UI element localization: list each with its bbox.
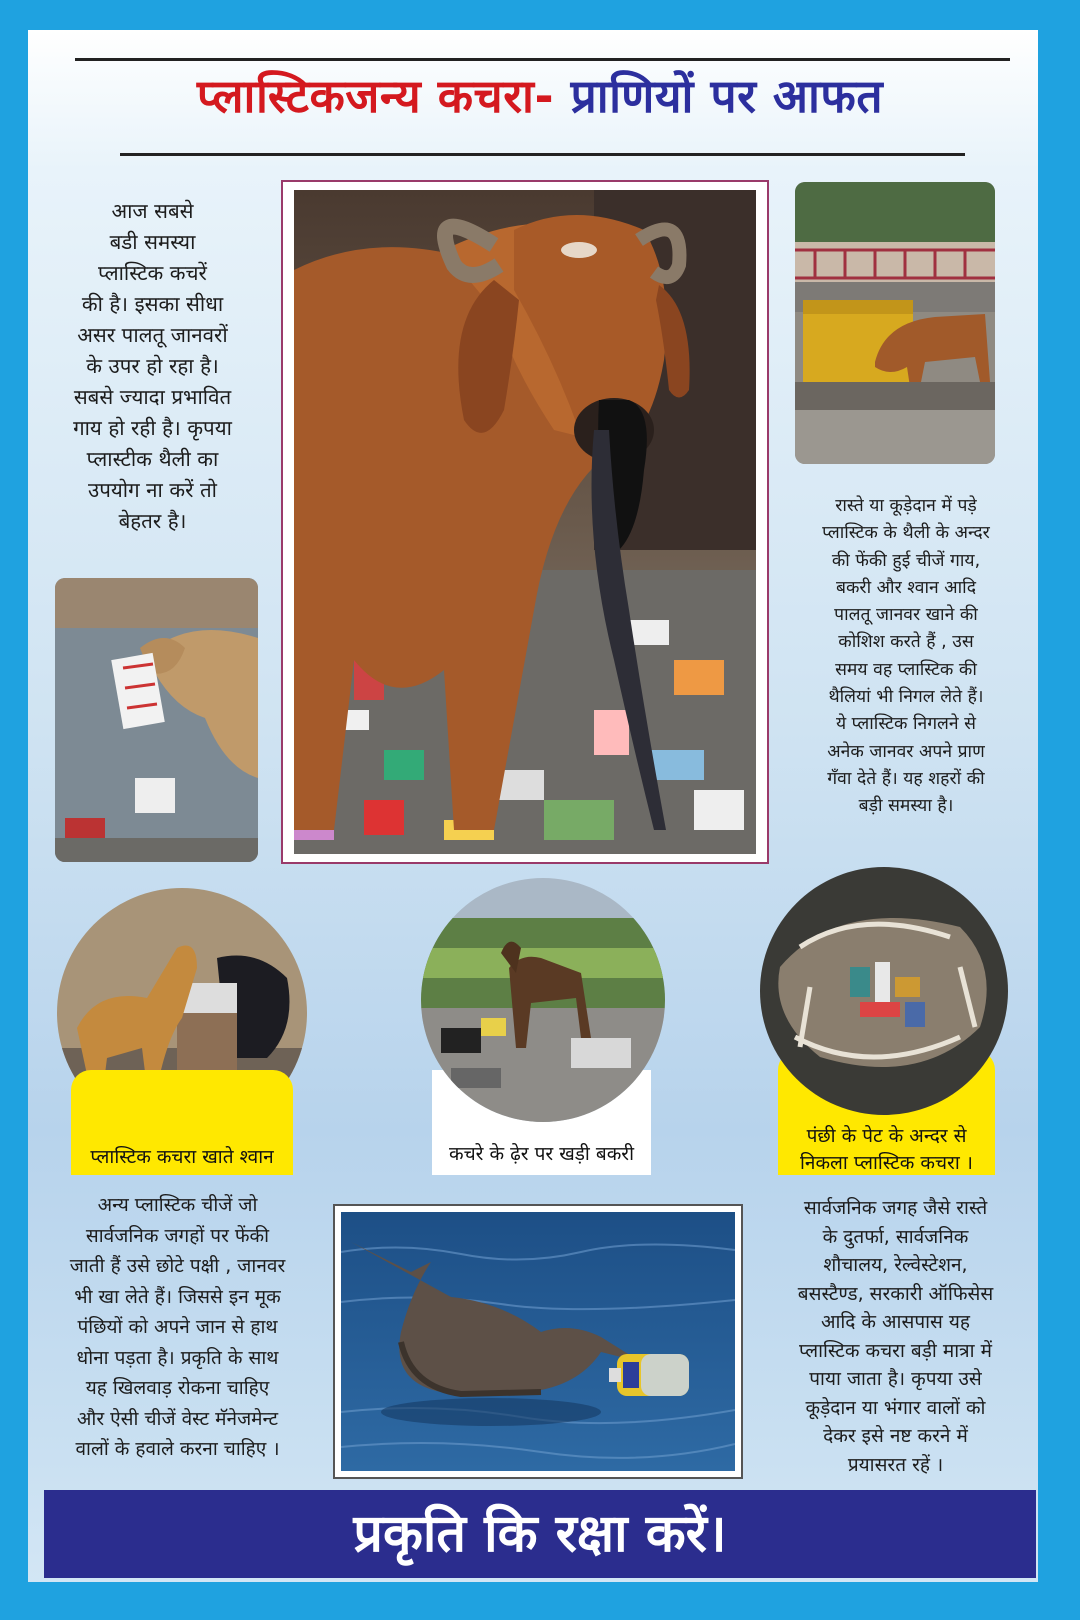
dog-caption: प्लास्टिक कचरा खाते श्वान xyxy=(90,1146,274,1168)
page-title xyxy=(0,64,1080,126)
title-rule-bottom xyxy=(120,153,965,156)
bottom-right-paragraph: सार्वजनिक जगह जैसे रास्ते के दुतर्फा, सार्वजनिक शौचालय, रेल्वेस्टेशन, बसस्टैण्ड, सरकारी ऑफिसेस आदि के आसपास यह प्लास्टिक कचरा बड़ी मात्रा में पाया जाता है। कृपया उसे कूड़ेदान या भंगार वालों को देकर इसे नष्ट करने में प्रयासरत रहें । xyxy=(797,1197,994,1476)
seabird-with-bottle-photo xyxy=(341,1212,735,1471)
bird-caption: पंछी के पेट के अन्दर से निकला प्लास्टिक कचरा । xyxy=(799,1125,973,1174)
footer-banner: प्रकृति कि रक्षा करें। xyxy=(44,1490,1036,1578)
bottom-left-paragraph: अन्य प्लास्टिक चीजें जो सार्वजनिक जगहों पर फेंकी जाती हैं उसे छोटे पक्षी , जानवर भी खा लेते हैं। जिससे इन मूक पंछियों को अपने जान से हाथ धोना पड़ता है। प्रकृति के साथ यह खिलवाड़ रोकना चाहिए और ऐसी चीजें वेस्ट मॅनेजमेन्ट वालों के हवाले करना चाहिए । xyxy=(69,1194,286,1460)
title-rule-top xyxy=(75,58,1010,61)
goat-caption: कचरे के ढ़ेर पर खड़ी बकरी xyxy=(448,1143,634,1165)
left-paragraph: आज सबसे बडी समस्या प्लास्टिक कचरें की है। इसका सीधा असर पालतू जानवरों के उपर हो रहा है। सबसे ज्यादा प्रभावित गाय हो रही है। कृपया प्लास्टीक थैली का उपयोग ना करें तो बेहतर है। xyxy=(73,199,232,533)
goat-on-garbage-photo xyxy=(421,878,665,1122)
cow-eating-plastic-photo xyxy=(294,190,756,854)
dead-bird-plastic-photo xyxy=(760,867,1008,1115)
title-red: प्लास्टिकजन्य कचरा- xyxy=(196,69,555,123)
cow-at-garbage-bin-photo xyxy=(795,182,995,464)
title-blue: प्राणियों पर आफत xyxy=(570,69,884,123)
cow-with-bag-photo xyxy=(55,578,258,862)
right-paragraph: रास्ते या कूड़ेदान में पड़े प्लास्टिक के थैली के अन्दर की फेंकी हुई चीजें गाय, बकरी और श्वान आदि पालतू जानवर खाने की कोशिश करते हैं , उस समय वह प्लास्टिक की थैलियां भी निगल लेते हैं। ये प्लास्टिक निगलने से अनेक जानवर अपने प्राण गँवा देते हैं। यह शहरों की बड़ी समस्या है। xyxy=(822,496,990,817)
